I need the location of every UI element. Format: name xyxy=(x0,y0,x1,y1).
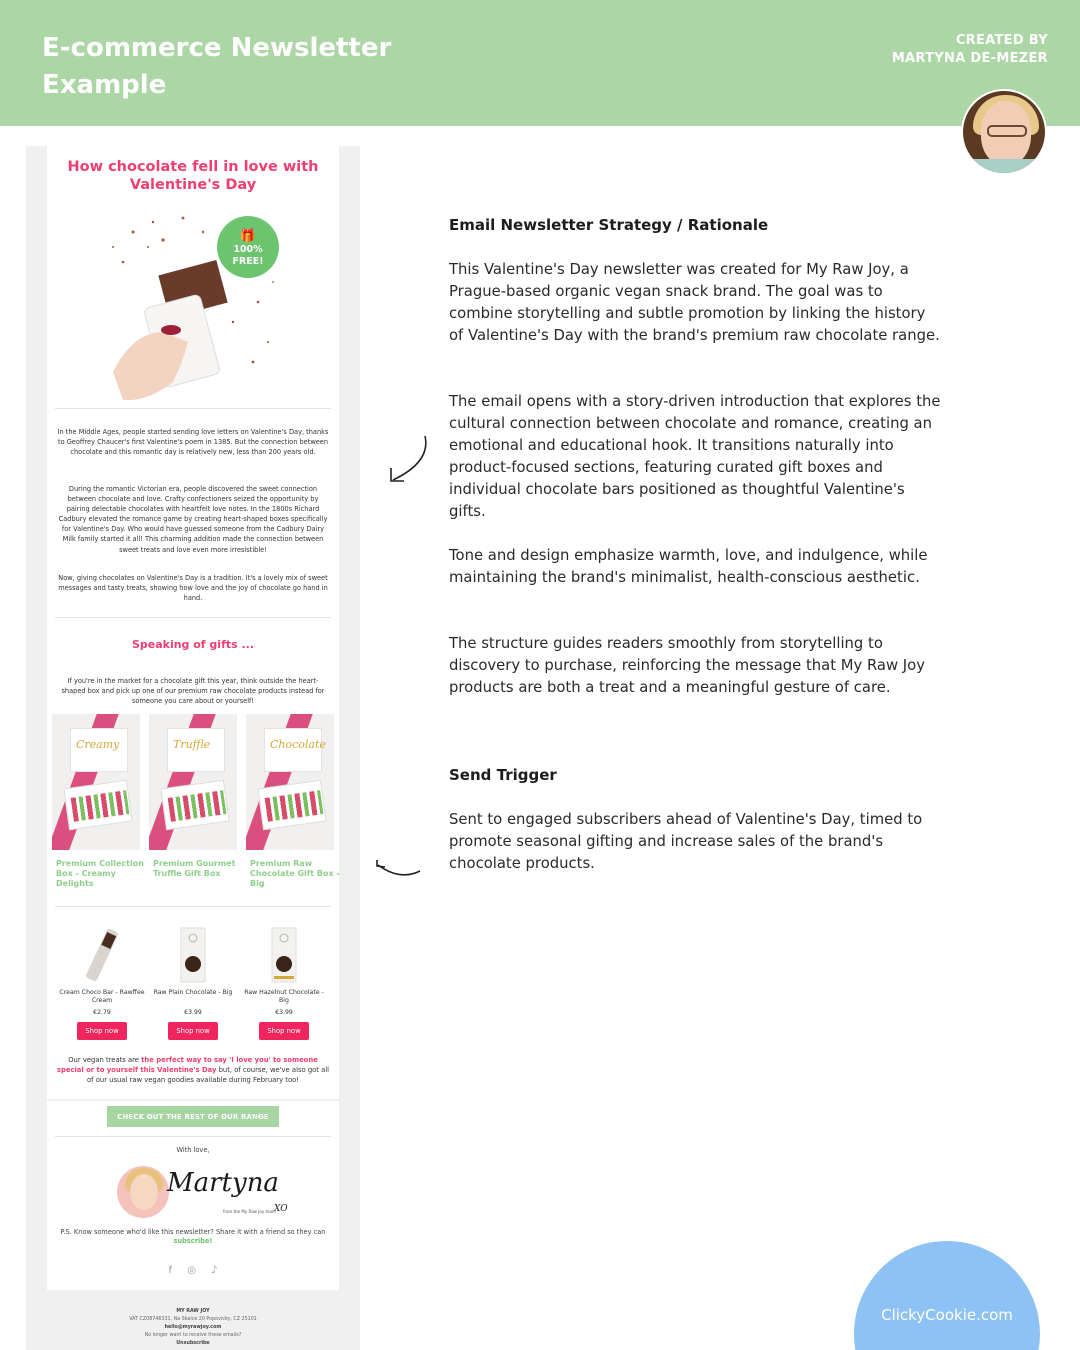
sign-off: With love, xyxy=(176,1146,210,1154)
gift-icon: 🎁 xyxy=(239,229,257,244)
tiktok-icon[interactable]: ♪ xyxy=(211,1265,218,1276)
bar-price: €3.99 xyxy=(275,1009,293,1016)
curved-arrow-icon xyxy=(372,855,424,881)
divider xyxy=(55,906,331,907)
strategy-heading: Email Newsletter Strategy / Rationale xyxy=(449,216,769,234)
box-script-label: Chocolate xyxy=(270,738,326,751)
email-title: How chocolate fell in love with Valentine's Day xyxy=(67,159,319,193)
author-avatar xyxy=(961,89,1047,175)
unsubscribe-link[interactable]: Unsubscribe xyxy=(176,1341,210,1346)
sender-avatar xyxy=(117,1166,169,1218)
gift-box-image[interactable] xyxy=(149,714,237,850)
rationale-paragraph: This Valentine's Day newsletter was created for My Raw Joy, a Prague-based organic vegan snack brand. The goal was to combine storytelling and subtle promotion by linking the history of Valentine's Day with the brand's premium raw chocolate range. xyxy=(449,261,940,344)
footer-question: No longer want to receive these emails? xyxy=(144,1333,242,1338)
curved-arrow-icon xyxy=(385,432,435,486)
signature-team: from the My Raw Joy team xyxy=(223,1209,276,1214)
shop-now-button[interactable]: Shop now xyxy=(168,1022,218,1040)
trigger-heading: Send Trigger xyxy=(449,766,557,784)
intro-paragraph: In the Middle Ages, people started sending love letters on Valentine's Day, thanks to Geoffrey Chaucer's first Valentine's poem in 1385. But the connection between chocolate and this romantic day is relatively new, less than 200 years old. xyxy=(57,428,329,457)
credit-name: MARTYNA DE-MEZER xyxy=(891,51,1048,66)
rationale-paragraph: The email opens with a story-driven introduction that explores the cultural connection between chocolate and romance, creating an emotional and educational hook. It transitions naturally into product-focused sections, featuring curated gift boxes and individual chocolate bars positioned as thoughtful Valentine's gifts. xyxy=(449,393,941,520)
divider xyxy=(55,1136,331,1137)
signature-xo: XO xyxy=(274,1204,288,1214)
email-footer xyxy=(47,1290,339,1350)
signature: Martyna xyxy=(167,1168,279,1198)
intro-paragraph: Now, giving chocolates on Valentine's Day is a tradition. It's a lovely mix of sweet messages and tasty treats, showing how love and the joy of chocolate go hand in hand. xyxy=(58,574,328,603)
divider xyxy=(47,1099,339,1101)
brand-name[interactable]: ClickyCookie.com xyxy=(881,1306,1013,1324)
rationale-paragraph: Tone and design emphasize warmth, love, and indulgence, while maintaining the brand's minimalist, health-conscious aesthetic. xyxy=(449,547,928,586)
intro-paragraph: During the romantic Victorian era, people discovered the sweet connection between chocolate and love. Crafty confectioners seized the opportunity by pairing delectable chocolates with heartfelt love notes. In the 1800s Richard Cadbury elevated the romance game by creating heart-shaped boxes specifically for Valentine's Day. Who would have guessed someone from the Cadbury Dairy Milk family started it all! This charming addition made the connection between sweet treats and love even more irresistible! xyxy=(58,485,328,554)
gift-box-image[interactable] xyxy=(246,714,334,850)
bar-name: Raw Hazelnut Chocolate - Big xyxy=(244,989,324,1005)
footer-company: MY RAW JOY xyxy=(176,1309,210,1314)
vegan-highlight: the perfect way to say 'I love you' to someone special or to yourself this Valentine's Day xyxy=(56,1056,318,1074)
shop-now-button[interactable]: Shop now xyxy=(259,1022,309,1040)
footer-address: VAT CZ08746331, Na Skalce 20 Popovicky, CZ 25101 xyxy=(129,1317,257,1322)
shop-now-button[interactable]: Shop now xyxy=(77,1022,127,1040)
bar-image[interactable] xyxy=(82,926,122,984)
ps-text: P.S. Know someone who'd like this newsletter? Share it with a friend so they can xyxy=(60,1228,326,1236)
gifts-heading: Speaking of gifts ... xyxy=(131,638,255,651)
bar-name: Cream Choco Bar - Rawffee Cream xyxy=(59,989,145,1005)
email-preview xyxy=(26,146,360,1350)
rationale-paragraph: The structure guides readers smoothly from storytelling to discovery to purchase, reinforcing the message that My Raw Joy products are both a treat and a meaningful gesture of care. xyxy=(449,635,925,696)
vegan-text-start: Our vegan treats are xyxy=(68,1056,142,1064)
email-body xyxy=(47,146,339,1290)
gift-box-link[interactable]: Premium Gourmet Truffle Gift Box xyxy=(153,859,236,878)
badge-line1: 100% xyxy=(233,244,263,255)
footer-email[interactable]: hello@myrawjoy.com xyxy=(164,1325,222,1330)
badge-line2: FREE! xyxy=(232,256,264,267)
facebook-icon[interactable]: f xyxy=(168,1265,173,1276)
bar-price: €2.79 xyxy=(93,1009,111,1016)
gift-box-image[interactable] xyxy=(52,714,140,850)
bar-name: Raw Plain Chocolate - Big xyxy=(153,989,233,996)
free-badge xyxy=(217,216,279,278)
bar-image[interactable] xyxy=(173,926,213,984)
trigger-paragraph: Sent to engaged subscribers ahead of Valentine's Day, timed to promote seasonal gifting and increase sales of the brand's chocolate products. xyxy=(449,811,923,872)
bar-image[interactable] xyxy=(264,926,304,984)
gift-box-link[interactable]: Premium Raw Chocolate Gift Box - Big xyxy=(250,859,340,888)
gift-box-link[interactable]: Premium Collection Box - Creamy Delights xyxy=(56,859,144,888)
box-script-label: Truffle xyxy=(173,738,211,751)
vegan-paragraph xyxy=(55,1055,331,1085)
header-band xyxy=(0,0,1080,126)
page-title: E-commerce Newsletter Example xyxy=(42,33,392,100)
vegan-text-end: but, of course, we've also got all of our usual raw vegan goodies available during February too! xyxy=(87,1066,330,1084)
ps-note xyxy=(57,1228,329,1246)
brand-badge xyxy=(854,1241,1040,1350)
check-range-button[interactable]: CHECK OUT THE REST OF OUR RANGE xyxy=(107,1106,279,1127)
instagram-icon[interactable]: ◎ xyxy=(187,1265,196,1276)
box-script-label: Creamy xyxy=(76,738,120,751)
divider xyxy=(55,617,331,618)
gifts-intro: If you're in the market for a chocolate gift this year, think outside the heart-shaped box and pick up one of our premium raw chocolate products instead for someone you care about or yourself! xyxy=(61,677,325,706)
bar-price: €3.99 xyxy=(184,1009,202,1016)
credit-label: CREATED BY xyxy=(955,33,1048,48)
divider xyxy=(55,408,331,409)
author-credit xyxy=(892,32,1048,68)
subscribe-link[interactable]: subscribe! xyxy=(173,1237,213,1245)
social-links xyxy=(47,1265,339,1276)
